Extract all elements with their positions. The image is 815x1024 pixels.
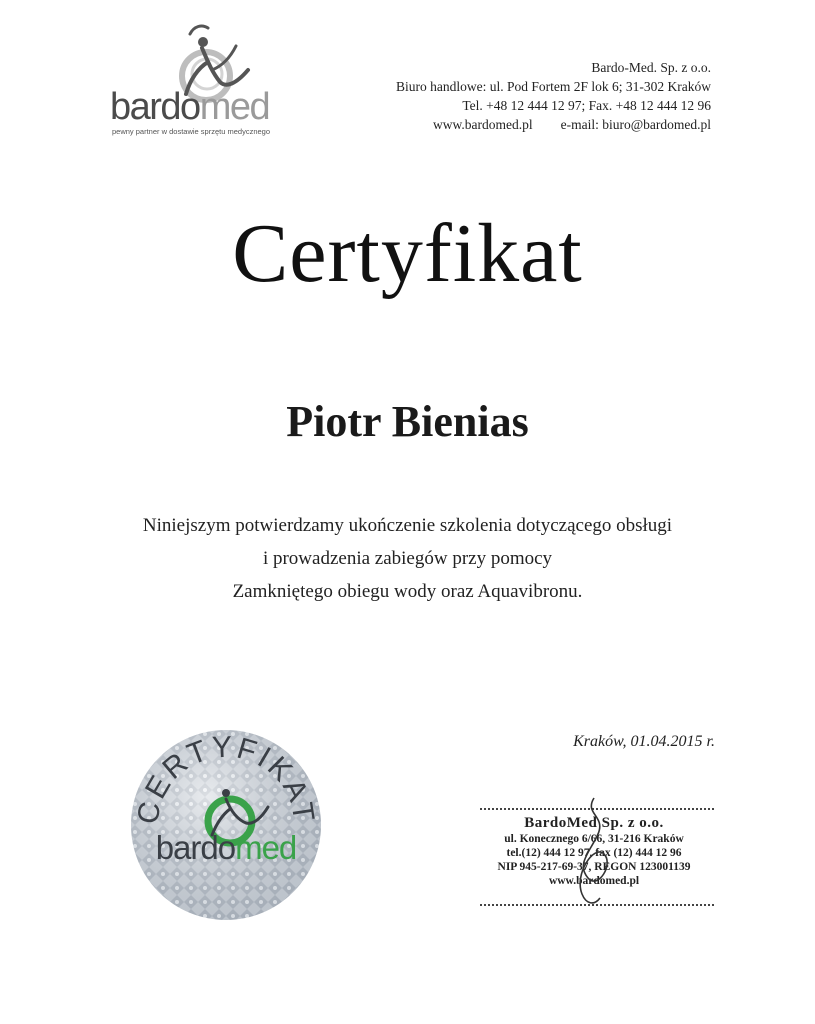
header-phone-fax: Tel. +48 12 444 12 97; Fax. +48 12 444 12 96 [462, 98, 711, 113]
stamp-line: ul. Konecznego 6/66, 31-216 Kraków [504, 833, 684, 845]
stamp-line: tel.(12) 444 12 97, fax (12) 444 12 96 [506, 847, 682, 859]
header-office-address: Biuro handlowe: ul. Pod Fortem 2F lok 6; 31-302 Kraków [396, 79, 711, 94]
logo-tagline: pewny partner w dostawie sprzętu medycznego [112, 127, 270, 136]
body-line: Zamkniętego obiegu wody oraz Aquavibronu. [232, 581, 583, 602]
company-stamp [474, 800, 714, 912]
header-email-link[interactable]: e-mail: biuro@bardomed.pl [560, 117, 711, 132]
seal-wordmark: bardomed [155, 829, 297, 866]
body-line: Niniejszym potwierdzamy ukończenie szkolenia dotyczącego obsługi [142, 515, 673, 536]
logo-word-light: med [199, 86, 270, 128]
stamp-line: www.bardomed.pl [548, 875, 640, 887]
certificate-title: Certyfikat [232, 207, 583, 300]
seal-arc-text: CERTYFIKAT [131, 730, 321, 827]
header-contact [396, 58, 711, 134]
logo-word-dark: bardo [110, 86, 200, 128]
signature-icon [554, 794, 634, 910]
hologram-seal [128, 727, 324, 923]
stamp-company: BardoMed Sp. z o.o. [524, 815, 664, 831]
header-website-link[interactable]: www.bardomed.pl [432, 117, 533, 132]
body-line: i prowadzenia zabiegów przy pomocy [262, 548, 553, 569]
header-company: Bardo-Med. Sp. z o.o. [591, 60, 711, 75]
certificate-body [0, 509, 815, 608]
place-date: Kraków, 01.04.2015 r. [573, 733, 715, 750]
logo-wordmark [110, 88, 269, 126]
recipient-name: Piotr Bienias [286, 397, 529, 446]
stamp-line: NIP 945-217-69-37, REGON 123001139 [497, 861, 691, 873]
header-web-line [396, 115, 711, 134]
